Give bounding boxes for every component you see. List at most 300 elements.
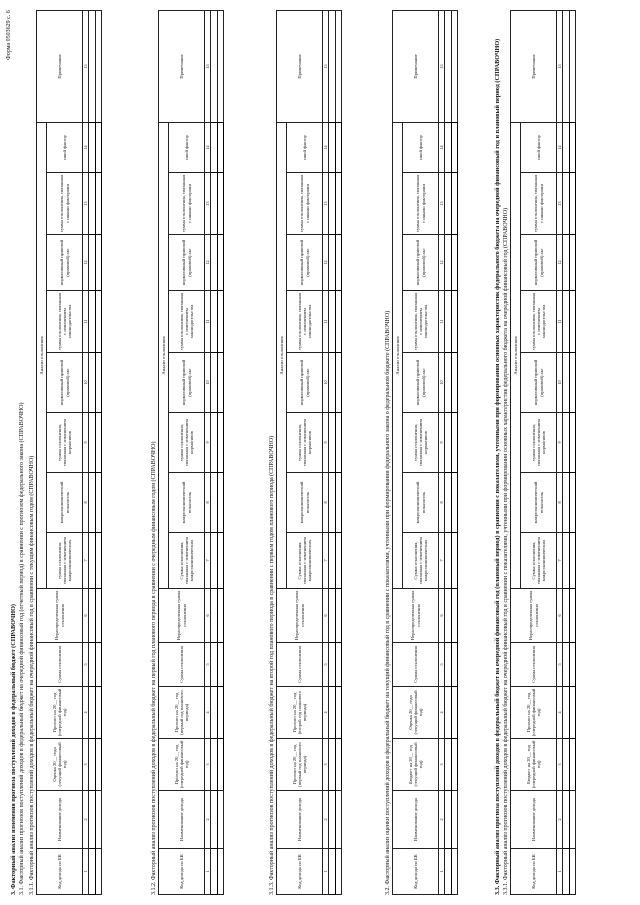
data-cell[interactable] (329, 11, 336, 123)
total-cell[interactable] (218, 791, 224, 849)
data-cell[interactable] (211, 849, 218, 895)
data-cell[interactable] (211, 643, 218, 687)
total-cell[interactable] (96, 533, 102, 589)
total-cell[interactable] (96, 589, 102, 643)
data-cell[interactable] (563, 849, 570, 895)
column-header: Бюджет на 20__ год (очередной финансовый год) (511, 739, 557, 791)
data-cell[interactable] (563, 291, 570, 353)
total-cell[interactable] (218, 849, 224, 895)
data-cell[interactable] (563, 11, 570, 123)
column-header: Нераспределенная сумма отклонения (159, 589, 205, 643)
total-cell[interactable] (218, 643, 224, 687)
column-header: Сумма отклонения (37, 643, 83, 687)
column-number: 2 (323, 791, 329, 849)
column-header: Код дохода по БК (277, 849, 323, 895)
column-number: 12 (83, 235, 89, 291)
column-number: 13 (439, 173, 445, 235)
total-cell[interactable] (96, 291, 102, 353)
data-cell[interactable] (211, 473, 218, 533)
total-cell[interactable] (570, 11, 576, 123)
total-cell[interactable] (452, 791, 458, 849)
column-number: 5 (205, 643, 211, 687)
data-cell[interactable] (89, 533, 96, 589)
data-cell[interactable] (89, 791, 96, 849)
total-cell[interactable] (452, 122, 458, 172)
column-header: Код дохода по БК (393, 849, 439, 895)
column-number: 15 (323, 11, 329, 123)
column-header: Код дохода по БК (511, 849, 557, 895)
data-cell[interactable] (329, 687, 336, 739)
column-number: 1 (557, 849, 563, 895)
data-cell[interactable] (445, 533, 452, 589)
total-cell[interactable] (452, 533, 458, 589)
data-cell[interactable] (329, 643, 336, 687)
column-number: 12 (205, 235, 211, 291)
column-number: 4 (205, 687, 211, 739)
column-number: 15 (439, 11, 445, 123)
data-cell[interactable] (563, 739, 570, 791)
data-cell[interactable] (89, 11, 96, 123)
table-title: 3.2. Факторный анализ оценки поступлений доходов в федеральный бюджет на текущий финансовый год в сравнении с показателями, учтенными при формировании федерального закона о федеральном бюджете (СПРАВОЧНО) (385, 310, 391, 895)
column-header: Примечание (37, 11, 83, 123)
column-number: 10 (439, 353, 445, 413)
total-cell[interactable] (218, 687, 224, 739)
data-cell[interactable] (445, 687, 452, 739)
column-number: 12 (557, 235, 563, 291)
total-cell[interactable] (570, 739, 576, 791)
total-cell[interactable] (218, 533, 224, 589)
column-number: 8 (439, 473, 445, 533)
total-cell[interactable] (452, 235, 458, 291)
total-cell[interactable] (96, 791, 102, 849)
column-number: 2 (83, 791, 89, 849)
data-cell[interactable] (89, 122, 96, 172)
column-number: 6 (205, 589, 211, 643)
total-cell[interactable] (218, 291, 224, 353)
column-number: 7 (205, 533, 211, 589)
data-cell[interactable] (563, 413, 570, 473)
section-3-header (10, 10, 26, 895)
column-header: Прогноз на 20__ год (первый год планового периода) (277, 739, 323, 791)
column-number: 11 (205, 291, 211, 353)
total-cell[interactable] (218, 235, 224, 291)
total-cell[interactable] (218, 122, 224, 172)
total-cell[interactable] (96, 849, 102, 895)
group-header: Анализ отклонения (393, 122, 403, 588)
total-cell[interactable] (452, 173, 458, 235)
column-header: Бюджет на 20__ год (текущий финансовый год) (393, 739, 439, 791)
column-header: макроэкономический показатель (403, 473, 439, 533)
total-cell[interactable] (336, 643, 342, 687)
total-cell[interactable] (570, 849, 576, 895)
column-header: Сумма отклонения (159, 643, 205, 687)
data-cell[interactable] (563, 791, 570, 849)
column-number: 12 (323, 235, 329, 291)
column-number: 7 (439, 533, 445, 589)
total-cell[interactable] (570, 122, 576, 172)
total-cell[interactable] (96, 235, 102, 291)
data-cell[interactable] (445, 122, 452, 172)
total-cell[interactable] (336, 687, 342, 739)
data-cell[interactable] (89, 473, 96, 533)
column-number: 9 (83, 413, 89, 473)
column-header: иной фактор (47, 122, 83, 172)
total-cell[interactable] (336, 739, 342, 791)
column-header: Примечание (277, 11, 323, 123)
column-header: Наименование дохода (277, 791, 323, 849)
total-cell[interactable] (570, 473, 576, 533)
column-header: макроэкономический показатель (169, 473, 205, 533)
table-block-3-1-3 (268, 10, 342, 895)
column-header: нормативный правовой (правовой) акт (169, 353, 205, 413)
factor-table (36, 10, 102, 895)
column-header: сумма отклонения, связанная с иными факторами (169, 173, 205, 235)
total-cell[interactable] (336, 589, 342, 643)
data-cell[interactable] (329, 533, 336, 589)
data-cell[interactable] (211, 11, 218, 123)
column-number: 6 (323, 589, 329, 643)
column-number: 14 (205, 122, 211, 172)
column-number: 13 (323, 173, 329, 235)
column-header: Сумма отклонения, связанная с изменением макроэкономических (169, 533, 205, 589)
data-cell[interactable] (89, 413, 96, 473)
column-number: 1 (205, 849, 211, 895)
column-number: 11 (557, 291, 563, 353)
column-number: 14 (439, 122, 445, 172)
data-cell[interactable] (563, 353, 570, 413)
column-header: Сумма отклонения (277, 643, 323, 687)
column-header: Оценка 20__ года (текущий финансовый год) (393, 687, 439, 739)
column-number: 4 (323, 687, 329, 739)
column-header: Оценка 20__ года (текущий финансовый год) (37, 739, 83, 791)
column-number: 4 (83, 687, 89, 739)
total-cell[interactable] (336, 11, 342, 123)
column-number: 6 (83, 589, 89, 643)
total-cell[interactable] (336, 235, 342, 291)
column-header: Сумма отклонения (393, 643, 439, 687)
data-cell[interactable] (445, 473, 452, 533)
data-cell[interactable] (563, 473, 570, 533)
total-cell[interactable] (452, 687, 458, 739)
total-cell[interactable] (218, 589, 224, 643)
total-cell[interactable] (336, 353, 342, 413)
column-number: 13 (557, 173, 563, 235)
data-cell[interactable] (445, 739, 452, 791)
column-number: 3 (439, 739, 445, 791)
section-3-3-title: 3.3. Факторный анализ прогноза поступлений доходов в федеральный бюджет на очередной финансовый год (плановый период) в сравнении с показателями, учтенными при формировании основных характеристик федерального бюджета на очередной финансовый год и плановый период (СПРАВОЧНО) (494, 38, 501, 895)
column-header: Сумма отклонения, связанная с изменением макроэкономических (287, 533, 323, 589)
data-cell[interactable] (563, 173, 570, 235)
section-3-title: 3. Факторный анализ изменения прогноза поступлений доходов в федеральный бюджет (СПРАВОЧНО) (10, 604, 17, 895)
table-block-3-3 (494, 10, 576, 895)
column-header: сумма отклонения, связанная с иными факторами (287, 173, 323, 235)
data-cell[interactable] (89, 849, 96, 895)
column-number: 10 (323, 353, 329, 413)
data-cell[interactable] (329, 413, 336, 473)
total-cell[interactable] (452, 291, 458, 353)
column-header: сумма отклонения, связанная с изменением нормативов (521, 413, 557, 473)
column-number: 7 (83, 533, 89, 589)
column-number: 4 (439, 687, 445, 739)
column-header: нормативный правовой (правовой) акт (403, 235, 439, 291)
data-cell[interactable] (329, 235, 336, 291)
total-cell[interactable] (336, 291, 342, 353)
column-number: 11 (323, 291, 329, 353)
column-number: 2 (205, 791, 211, 849)
total-cell[interactable] (570, 291, 576, 353)
data-cell[interactable] (445, 849, 452, 895)
column-header: Прогноз на 20__ год (очередной финансовый год) (511, 687, 557, 739)
data-cell[interactable] (445, 235, 452, 291)
data-cell[interactable] (563, 122, 570, 172)
column-number: 9 (557, 413, 563, 473)
column-number: 3 (205, 739, 211, 791)
factor-table (158, 10, 224, 895)
column-header: Примечание (511, 11, 557, 123)
data-cell[interactable] (329, 353, 336, 413)
total-cell[interactable] (570, 643, 576, 687)
data-cell[interactable] (211, 791, 218, 849)
column-header: Сумма отклонения, связанная с изменением макроэкономических (521, 533, 557, 589)
data-cell[interactable] (211, 353, 218, 413)
table-title: 3.1.3. Факторный анализ прогнозов поступлений доходов в федеральный бюджет на второй год планового периода в сравнении с первым годом планового периода (СПРАВОЧНО) (269, 435, 275, 895)
column-header: сумма отклонения, связанная с изменением нормативов (169, 413, 205, 473)
total-cell[interactable] (218, 173, 224, 235)
total-cell[interactable] (218, 473, 224, 533)
total-cell[interactable] (452, 353, 458, 413)
data-cell[interactable] (89, 739, 96, 791)
column-number: 3 (323, 739, 329, 791)
column-header: Прогноз на 20__ год (очередной финансовый год) (37, 687, 83, 739)
column-number: 9 (323, 413, 329, 473)
total-cell[interactable] (96, 643, 102, 687)
column-number: 9 (205, 413, 211, 473)
column-number: 9 (439, 413, 445, 473)
data-cell[interactable] (211, 687, 218, 739)
data-cell[interactable] (89, 353, 96, 413)
column-number: 14 (83, 122, 89, 172)
table-block-3-1-1 (28, 10, 102, 895)
column-header: сумма отклонения, связанная с изменением законодательства (169, 291, 205, 353)
total-cell[interactable] (96, 11, 102, 123)
column-header: Наименование дохода (511, 791, 557, 849)
column-number: 6 (557, 589, 563, 643)
column-header: нормативный правовой (правовой) акт (287, 353, 323, 413)
data-cell[interactable] (211, 533, 218, 589)
column-number: 1 (439, 849, 445, 895)
data-cell[interactable] (445, 291, 452, 353)
column-header: сумма отклонения, связанная с иными факторами (403, 173, 439, 235)
data-cell[interactable] (445, 791, 452, 849)
total-cell[interactable] (570, 687, 576, 739)
column-header: сумма отклонения, связанная с изменением законодательства (521, 291, 557, 353)
total-cell[interactable] (218, 353, 224, 413)
total-cell[interactable] (96, 353, 102, 413)
column-header: макроэкономический показатель (521, 473, 557, 533)
column-header: Примечание (159, 11, 205, 123)
column-number: 14 (557, 122, 563, 172)
data-cell[interactable] (563, 589, 570, 643)
table-title: 3.3.1. Факторный анализ прогнозов поступлений доходов в федеральный бюджет на очередной финансовый год в сравнении с показателями, учтенными при формировании основных характеристик федерального бюджета на очередной финансовый год (СПРАВОЧНО) (503, 207, 509, 895)
group-header: Анализ отклонения (159, 122, 169, 588)
data-cell[interactable] (445, 589, 452, 643)
data-cell[interactable] (211, 589, 218, 643)
total-cell[interactable] (96, 173, 102, 235)
data-cell[interactable] (563, 643, 570, 687)
group-header: Анализ отклонения (511, 122, 521, 588)
total-cell[interactable] (336, 791, 342, 849)
column-header: Нераспределенная сумма отклонения (511, 589, 557, 643)
data-cell[interactable] (89, 235, 96, 291)
data-cell[interactable] (211, 173, 218, 235)
column-number: 5 (439, 643, 445, 687)
column-number: 6 (439, 589, 445, 643)
data-cell[interactable] (329, 849, 336, 895)
total-cell[interactable] (452, 11, 458, 123)
data-cell[interactable] (563, 687, 570, 739)
table-title: 3.1.1. Факторный анализ прогнозов поступлений доходов в федеральный бюджет на очередной финансовый год в сравнении с текущим финансовым годом (СПРАВОЧНО) (29, 455, 35, 895)
column-number: 11 (83, 291, 89, 353)
factor-table (276, 10, 342, 895)
column-number: 10 (83, 353, 89, 413)
data-cell[interactable] (89, 291, 96, 353)
total-cell[interactable] (336, 473, 342, 533)
total-cell[interactable] (452, 413, 458, 473)
data-cell[interactable] (329, 473, 336, 533)
column-header: нормативный правовой (правовой) акт (47, 353, 83, 413)
data-cell[interactable] (89, 173, 96, 235)
total-cell[interactable] (96, 122, 102, 172)
total-cell[interactable] (336, 122, 342, 172)
column-header: нормативный правовой (правовой) акт (287, 235, 323, 291)
data-cell[interactable] (211, 122, 218, 172)
data-cell[interactable] (445, 643, 452, 687)
column-header: Код дохода по БК (159, 849, 205, 895)
column-number: 12 (439, 235, 445, 291)
column-header: Наименование дохода (159, 791, 205, 849)
data-cell[interactable] (211, 235, 218, 291)
column-header: Примечание (393, 11, 439, 123)
data-cell[interactable] (329, 739, 336, 791)
column-header: сумма отклонения, связанная с изменением законодательства (287, 291, 323, 353)
column-header: сумма отклонения, связанная с изменением нормативов (403, 413, 439, 473)
total-cell[interactable] (570, 173, 576, 235)
total-cell[interactable] (218, 11, 224, 123)
data-cell[interactable] (211, 291, 218, 353)
data-cell[interactable] (329, 122, 336, 172)
column-number: 5 (323, 643, 329, 687)
column-number: 2 (439, 791, 445, 849)
factor-table (510, 10, 576, 895)
data-cell[interactable] (329, 291, 336, 353)
column-number: 2 (557, 791, 563, 849)
total-cell[interactable] (336, 533, 342, 589)
total-cell[interactable] (570, 589, 576, 643)
data-cell[interactable] (211, 739, 218, 791)
data-cell[interactable] (563, 533, 570, 589)
column-number: 8 (83, 473, 89, 533)
group-header: Анализ отклонения (37, 122, 47, 588)
data-cell[interactable] (329, 589, 336, 643)
total-cell[interactable] (218, 739, 224, 791)
data-cell[interactable] (89, 589, 96, 643)
column-number: 8 (205, 473, 211, 533)
column-header: сумма отклонения, связанная с изменением макроэкономических (47, 533, 83, 589)
column-number: 7 (323, 533, 329, 589)
total-cell[interactable] (570, 791, 576, 849)
column-header: Нераспределенная сумма отклонения (277, 589, 323, 643)
column-header: Наименование дохода (37, 791, 83, 849)
column-number: 7 (557, 533, 563, 589)
column-number: 15 (557, 11, 563, 123)
column-number: 4 (557, 687, 563, 739)
data-cell[interactable] (445, 11, 452, 123)
column-header: Прогноз на 20__ год (очередной финансовый год) (159, 739, 205, 791)
data-cell[interactable] (445, 413, 452, 473)
total-cell[interactable] (570, 353, 576, 413)
total-cell[interactable] (452, 643, 458, 687)
column-header: Нераспределенная сумма отклонения (393, 589, 439, 643)
table-block-3-2 (384, 10, 458, 895)
total-cell[interactable] (336, 413, 342, 473)
total-cell[interactable] (96, 473, 102, 533)
data-cell[interactable] (563, 235, 570, 291)
column-header: иной фактор (169, 122, 205, 172)
column-number: 1 (83, 849, 89, 895)
column-number: 11 (439, 291, 445, 353)
column-number: 10 (557, 353, 563, 413)
total-cell[interactable] (96, 413, 102, 473)
column-header: иной фактор (287, 122, 323, 172)
data-cell[interactable] (211, 413, 218, 473)
data-cell[interactable] (329, 173, 336, 235)
column-header: иной фактор (403, 122, 439, 172)
total-cell[interactable] (570, 235, 576, 291)
total-cell[interactable] (96, 687, 102, 739)
data-cell[interactable] (89, 687, 96, 739)
column-header: нормативный правовой (правовой) акт (521, 353, 557, 413)
total-cell[interactable] (336, 849, 342, 895)
group-header: Анализ отклонения (277, 122, 287, 588)
total-cell[interactable] (96, 739, 102, 791)
total-cell[interactable] (218, 413, 224, 473)
column-header: макроэкономический показатель (47, 473, 83, 533)
column-header: макроэкономический показатель (287, 473, 323, 533)
table-title: 3.1.2. Факторный анализ прогнозов поступлений доходов в федеральный бюджет на первый год планового периода в сравнении с очередным финансовым годом (СПРАВОЧНО) (151, 441, 157, 895)
total-cell[interactable] (570, 413, 576, 473)
column-header: сумма отклонения, связанная с изменением законодательства (403, 291, 439, 353)
column-header: нормативный правовой (правовой) акт (403, 353, 439, 413)
form-number: Форма 0503629 с. 6 (6, 10, 12, 60)
total-cell[interactable] (452, 739, 458, 791)
data-cell[interactable] (445, 173, 452, 235)
column-number: 5 (83, 643, 89, 687)
column-number: 8 (557, 473, 563, 533)
total-cell[interactable] (336, 173, 342, 235)
data-cell[interactable] (329, 791, 336, 849)
total-cell[interactable] (452, 473, 458, 533)
column-header: нормативный правовой (правовой) акт (521, 235, 557, 291)
data-cell[interactable] (445, 353, 452, 413)
data-cell[interactable] (89, 643, 96, 687)
total-cell[interactable] (452, 849, 458, 895)
column-header: Наименование дохода (393, 791, 439, 849)
total-cell[interactable] (452, 589, 458, 643)
column-header: Прогноз на 20__ год (первый год планового периода) (159, 687, 205, 739)
column-number: 10 (205, 353, 211, 413)
total-cell[interactable] (570, 533, 576, 589)
column-header: нормативный правовой (правовой) акт (169, 235, 205, 291)
